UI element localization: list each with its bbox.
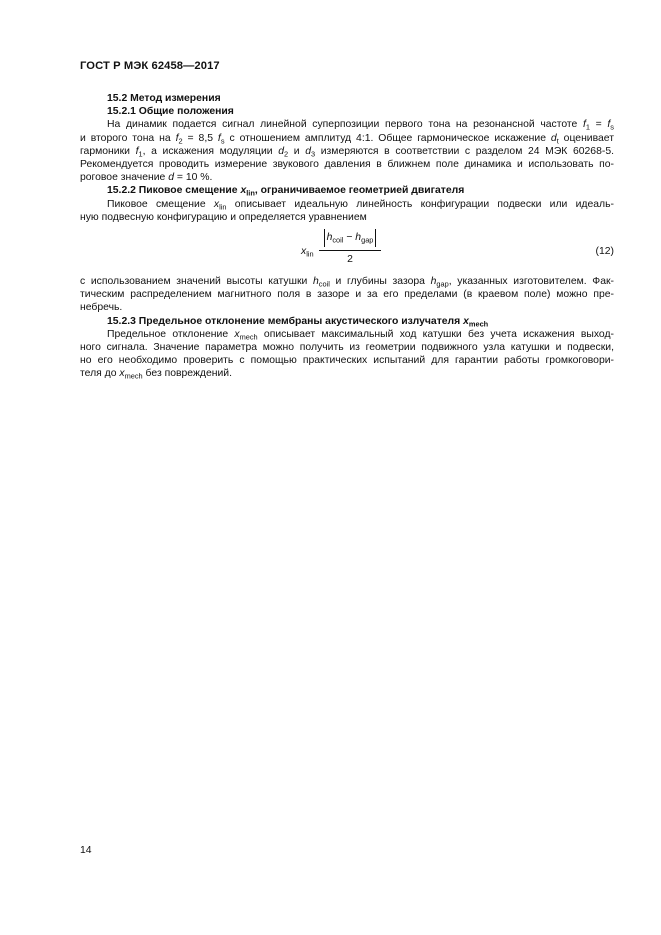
text-line: гармоники $f_1$, а искажения модуляции $d_2$ и $d_3$ измеряются в соответствии с разделом 24 МЭК 60268-5. <box>80 145 614 159</box>
text-line: небречь. <box>80 302 123 314</box>
equation-fraction <box>319 229 381 266</box>
text-line: ного сигнала. Значение параметра можно получить из геометрии подвижного узла катушки и подвески, <box>80 342 614 354</box>
text-line: Рекомендуется проводить измерение звукового давления в ближнем поле динамика и использовать по- <box>80 159 614 171</box>
document-header: ГОСТ Р МЭК 62458—2017 <box>80 60 220 72</box>
equation-lhs: $x_{lin}$ <box>301 246 314 259</box>
text-line: На динамик подается сигнал линейной суперпозиции первого тона на резонансной частоте $f_1 = f_s$ <box>107 119 614 132</box>
section-15-2-2-title: 15.2.2 Пиковое смещение $x_{lin}$, ограничиваемое геометрией двигателя <box>107 185 465 198</box>
section-15-2-2-paragraph <box>80 198 614 224</box>
text-line: теля до $x_{mech}$ без повреждений. <box>80 368 232 381</box>
text-line: Пиковое смещение $x_{lin}$ описывает идеальную линейность конфигурации подвески или идеаль- <box>107 198 614 212</box>
document-body <box>80 92 614 381</box>
section-15-2-1-title: 15.2.1 Общие положения <box>107 106 234 118</box>
equation-12 <box>80 227 614 273</box>
text-line: тическим распределением магнитного поля в зазоре и за его пределами (в краевом поле) можно пре- <box>80 289 614 301</box>
equation-numerator: $h_{coil} - h_{gap}$ <box>324 229 377 247</box>
section-15-2-title: 15.2 Метод измерения <box>107 93 221 104</box>
fraction-bar <box>319 250 381 251</box>
page-number: 14 <box>80 845 92 856</box>
text-line: и второго тона на $f_2 = 8,5$ $f_s$ с отношением амплитуд 4:1. Общее гармоническое искажение $d_t$ оценивает <box>80 132 614 146</box>
section-15-2-3-title: 15.2.3 Предельное отклонение мембраны акустического излучателя $x_{mech}$ <box>107 315 489 329</box>
section-15-2-1-paragraph <box>80 118 614 184</box>
text-line: но его необходимо проверить с помощью практических испытаний для гарантии работы громкоговори- <box>80 355 614 367</box>
text-line: Предельное отклонение $x_{mech}$ описывает максимальный ход катушки без учета искажения выход- <box>107 328 614 342</box>
equation-denominator: 2 <box>347 254 353 266</box>
text-line: роговое значение d = 10 %. <box>80 172 213 184</box>
text-line: ную подвесную конфигурацию и определяется уравнением <box>80 211 367 223</box>
text-line: с использованием значений высоты катушки $h_{coil}$ и глубины зазора $h_{gap}$, указанных изготовителем. Фак- <box>80 276 614 289</box>
section-15-2-2-continuation <box>80 275 614 315</box>
equation-number: (12) <box>595 246 614 258</box>
section-15-2-3-paragraph <box>80 328 614 381</box>
